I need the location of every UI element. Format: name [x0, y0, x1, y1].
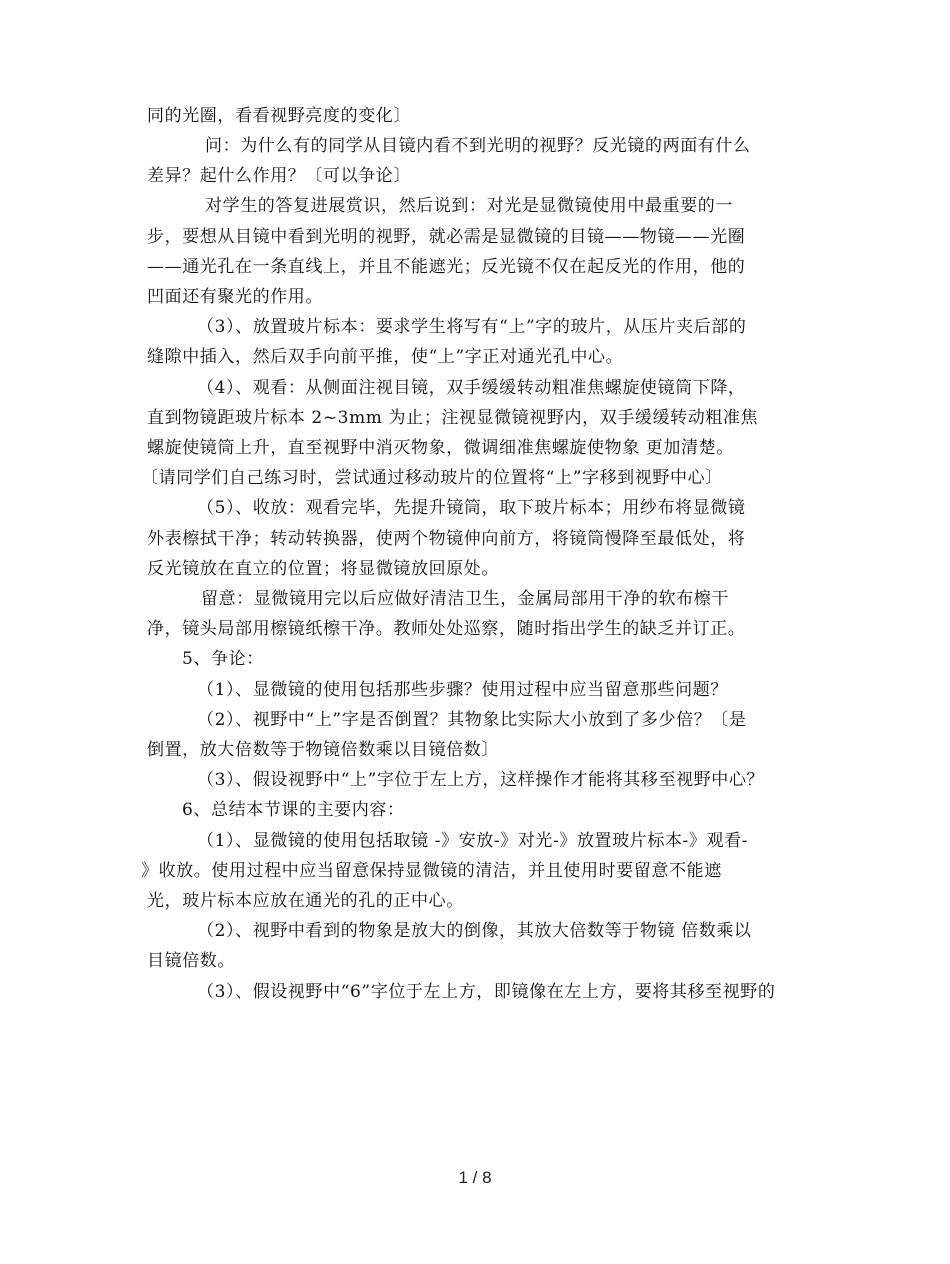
- text-line: ——通光孔在一条直线上，并且不能遮光；反光镜不仅在起反光的作用，他的: [147, 257, 746, 277]
- text-line: （5）、收放：观看完毕，先提升镜筒，取下玻片标本；用纱布将显微镜: [197, 498, 746, 518]
- text-line: 6、总结本节课的主要内容：: [182, 800, 405, 820]
- text-line: 缝隙中插入，然后双手向前平推，使“上”字正对通光孔中心。: [147, 347, 624, 367]
- text-line: （1）、显微镜的使用包括那些步骤？使用过程中应当留意那些问题？: [197, 680, 728, 700]
- text-line: 直到物镜距玻片标本 2~3mm 为止；注视显微镜视野内，双手缓缓转动粗准焦: [147, 408, 759, 428]
- text-line: （1）、显微镜的使用包括取镜 -》安放-》对光-》放置玻片标本-》观看-: [197, 831, 749, 851]
- text-line: （3）、假设视野中“上”字位于左上方，这样操作才能将其移至视野中心？: [197, 770, 765, 790]
- text-line: 问：为什么有的同学从目镜内看不到光明的视野？反光镜的两面有什么: [205, 136, 751, 156]
- text-line: 螺旋使镜筒上升，直至视野中消灭物象，微调细准焦螺旋使物象 更加清楚。: [147, 438, 734, 458]
- text-line: 留意：显微镜用完以后应做好清洁卫生，金属局部用干净的软布檫干: [201, 589, 729, 609]
- text-line: 〔请同学们自己练习时，尝试通过移动玻片的位置将“上”字移到视野中心〕: [141, 468, 723, 488]
- text-line: 步，要想从目镜中看到光明的视野，就必需是显微镜的目镜——物镜——光圈: [147, 227, 746, 247]
- text-line: 同的光圈，看看视野亮度的变化〕: [147, 106, 411, 126]
- text-line: 反光镜放在直立的位置；将显微镜放回原处。: [147, 559, 499, 579]
- text-line: 净，镜头局部用檫镜纸檫干净。教师处处巡察，随时指出学生的缺乏并订正。: [147, 619, 746, 639]
- text-line: 外表檫拭干净；转动转换器，使两个物镜伸向前方，将镜筒慢降至最低处，将: [147, 529, 746, 549]
- text-line: 差异？起什么作用？〔可以争论〕: [147, 166, 411, 186]
- text-line: 目镜倍数。: [147, 951, 235, 971]
- text-line: 5、争论：: [182, 649, 264, 669]
- text-line: 倒置，放大倍数等于物镜倍数乘以目镜倍数〕: [147, 740, 499, 760]
- text-line: （2）、视野中看到的物象是放大的倒像，其放大倍数等于物镜 倍数乘以: [197, 921, 752, 941]
- text-line: （3）、放置玻片标本：要求学生将写有“上”字的玻片，从压片夹后部的: [197, 317, 747, 337]
- text-line: 光，玻片标本应放在通光的孔的正中心。: [147, 891, 464, 911]
- text-line: （2）、视野中“上”字是否倒置？其物象比实际大小放到了多少倍？〔是: [197, 710, 747, 730]
- text-line: 对学生的答复进展赏识，然后说到：对光是显微镜使用中最重要的一: [205, 196, 733, 216]
- text-line: （3）、假设视野中“6”字位于左上方，即镜像在左上方，要将其移至视野的: [197, 982, 776, 1002]
- text-line: （4）、观看：从侧面注视目镜，双手缓缓转动粗准焦螺旋使镜筒下降，: [197, 378, 746, 398]
- text-line: 》收放。使用过程中应当留意保持显微镜的清洁，并且使用时要留意不能遮: [141, 861, 722, 881]
- page-number: 1 / 8: [458, 1168, 492, 1187]
- text-line: 凹面还有聚光的作用。: [147, 287, 323, 307]
